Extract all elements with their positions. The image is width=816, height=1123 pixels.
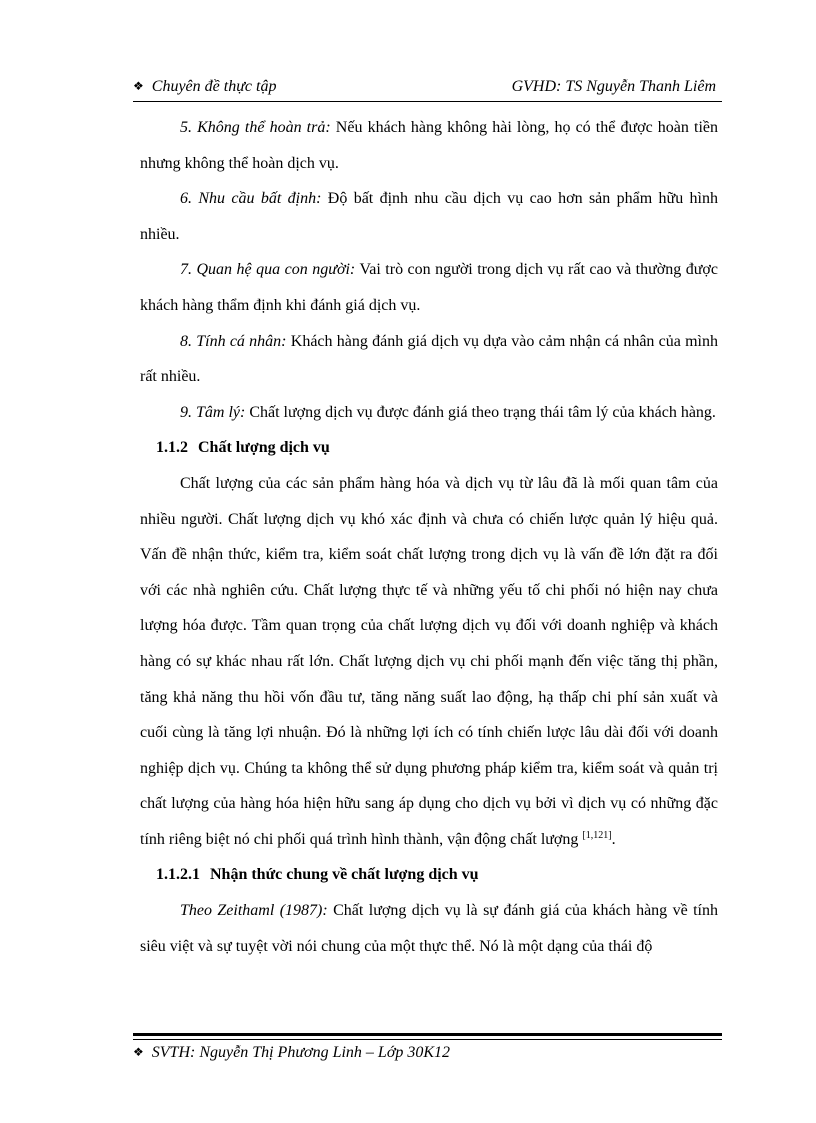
header-rule — [133, 101, 722, 102]
item-text: Độ bất định nhu cầu dịch vụ cao hơn sản phẩm hữu hình nhiều. — [140, 190, 718, 243]
body-paragraph — [140, 466, 718, 858]
header-supervisor: GVHD: TS Nguyễn Thanh Liêm — [511, 78, 716, 95]
list-item — [140, 110, 718, 181]
item-lead: 9. Tâm lý: — [180, 403, 246, 421]
page-footer — [133, 1044, 450, 1062]
list-item — [140, 395, 718, 431]
diamond-bullet-icon: ❖ — [133, 79, 144, 93]
subsection-title: Nhận thức chung về chất lượng dịch vụ — [210, 866, 479, 884]
item-lead: 8. Tính cá nhân: — [180, 332, 287, 350]
item-lead: 7. Quan hệ qua con người: — [180, 261, 356, 279]
item-text: Vai trò con người trong dịch vụ rất cao và thường được khách hàng thẩm định khi đánh giá dịch vụ. — [140, 261, 718, 314]
paragraph-end: . — [611, 830, 616, 848]
footer-author: SVTH: Nguyễn Thị Phương Linh – Lớp 30K12 — [151, 1044, 451, 1061]
paragraph-text: Chất lượng của các sản phẩm hàng hóa và dịch vụ từ lâu đã là mối quan tâm của nhiều người. Chất lượng dịch vụ khó xác định và chưa có chiến lược quản lý hiệu quả. Vấn đề nhận thức, kiểm tra, kiểm soát chất lượng trong dịch vụ là vấn đề lớn đặt ra đối với các nhà nghiên cứu. Chất lượng thực tế và những yếu tố chi phối nó hiện nay chưa lượng hóa được. Tầm quan trọng của chất lượng dịch vụ đối với doanh nghiệp và khách hàng có sự khác nhau rất lớn. Chất lượng dịch vụ chi phối mạnh đến việc tăng thị phần, tăng khả năng thu hồi vốn đầu tư, tăng năng suất lao động, hạ thấp chi phí sản xuất và cuối cùng là tăng lợi nhuận. Đó là những lợi ích có tính chiến lược lâu dài đối với doanh nghiệp dịch vụ. Chúng ta không thể sử dụng phương pháp kiểm tra, kiểm soát và quản trị chất lượng của hàng hóa hiện hữu sang áp dụng cho dịch vụ bởi vì dịch vụ có những đặc tính riêng biệt nó chi phối quá trình hình thành, vận động chất lượng — [140, 474, 718, 848]
subsection-number: 1.1.2.1 — [156, 866, 200, 884]
paragraph-lead: Theo Zeithaml (1987): — [180, 902, 328, 920]
item-text: Khách hàng đánh giá dịch vụ dựa vào cảm nhận cá nhân của mình rất nhiều. — [140, 332, 719, 386]
footer-rule-thin — [133, 1039, 722, 1040]
list-item — [140, 181, 718, 252]
item-text: Chất lượng dịch vụ được đánh giá theo trạng thái tâm lý của khách hàng. — [245, 403, 716, 421]
body-paragraph — [140, 893, 718, 964]
footer-rule-thick — [133, 1033, 722, 1036]
section-number: 1.1.2 — [156, 439, 188, 457]
section-heading — [140, 430, 718, 466]
item-lead: 5. Không thể hoàn trả: — [180, 119, 331, 136]
subsection-heading — [140, 857, 718, 893]
header-title: Chuyên đề thực tập — [151, 78, 277, 95]
list-item — [140, 252, 718, 323]
diamond-bullet-icon: ❖ — [133, 1045, 144, 1059]
list-item — [140, 324, 718, 395]
citation: [1,121] — [582, 829, 612, 841]
page-content — [140, 110, 718, 964]
paragraph-text: Chất lượng dịch vụ là sự đánh giá của khách hàng về tính siêu việt và sự tuyệt vời nói chung của một thực thể. Nó là một dạng của thái độ — [140, 902, 719, 955]
item-text: Nếu khách hàng không hài lòng, họ có thể được hoàn tiền nhưng không thể hoàn dịch vụ. — [140, 119, 718, 172]
section-title: Chất lượng dịch vụ — [198, 439, 330, 457]
item-lead: 6. Nhu cầu bất định: — [180, 190, 322, 208]
header-left — [133, 78, 276, 96]
page-header — [133, 76, 722, 102]
